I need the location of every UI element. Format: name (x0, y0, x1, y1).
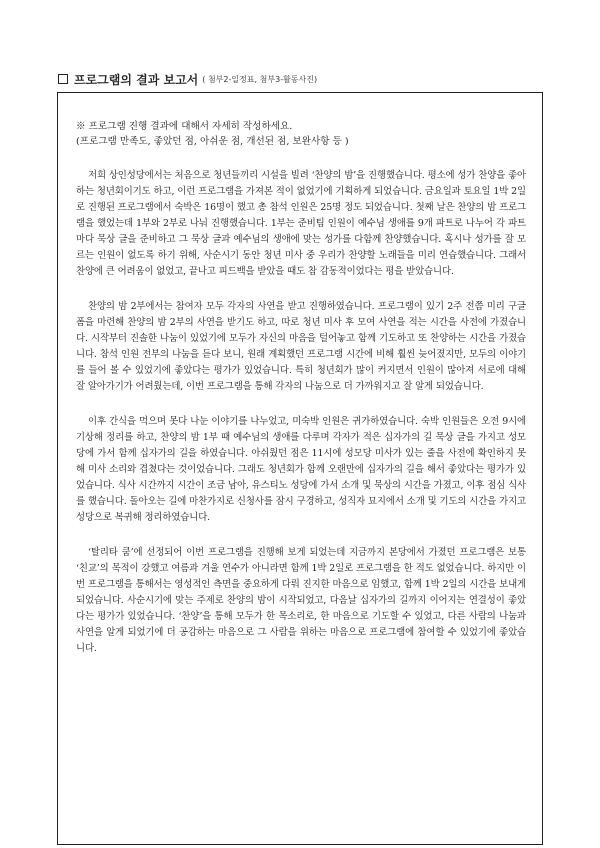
section-header (58, 70, 538, 88)
spacer (76, 280, 526, 299)
instruction-detail: (프로그램 만족도, 좋았던 점, 아쉬운 점, 개선된 점, 보완사항 등 ) (76, 136, 349, 147)
body-paragraph-1: 저희 상인성당에서는 처음으로 청년들끼리 시설을 빌려 ‘찬양의 밤’을 진행했습니다. 평소에 성가 찬양을 좋아하는 청년회이기도 하고, 이런 프로그램을 가져본 적이 없었기에 기획하게 되었습니다. 금요일과 토요일 1박 2일로 진행된 프로그램에서 숙박은 16명이 했고 총 참석 인원은 25명 정도 되었습니다. 첫째 날은 찬양의 밤 프로그램을 했었는데 1부와 2부로 나눠 진행했습니다. 1부는 준비팀 인원이 예수님 생애를 9개 파트로 나누어 각 파트마다 묵상 글을 준비하고 그 묵상 글과 예수님의 생애에 맞는 성가를 다함께 찬양했습니다. 혹시나 성가를 잘 모르는 인원이 없도록 하기 위해, 사순시기 동안 청년 미사 중 우리가 찬양할 노래들을 미리 연습했습니다. 그래서 찬양에 큰 어려움이 없었고, 끝나고 피드백을 받았을 때도 참 감동적이었다는 평을 받았습니다. (76, 170, 526, 277)
checkbox-icon (58, 74, 68, 84)
spacer (76, 395, 526, 414)
body-paragraph-2: 찬양의 밤 2부에서는 참여자 모두 각자의 사연을 받고 진행하였습니다. 프로그램이 있기 2주 전쯤 미리 구글 폼을 마련해 찬양의 밤 2부의 사연을 받기도 하고, 따로 청년 미사 후 모여 사연을 적는 시간을 사전에 가졌습니다. 시작부터 진솔한 나눔이 있었기에 모두가 자신의 마음을 털어놓고 함께 기도하고 또 찬양하는 시간을 가졌습니다. 참석 인원 전부의 나눔을 듣다 보니, 원래 계획했던 프로그램 시간에 비해 훨씬 늦어졌지만, 모두의 이야기를 들어 볼 수 있었기에 좋았다는 평가가 있었습니다. 특히 청년회가 많이 커지면서 인원이 많아져 서로에 대해 잘 알아가기가 어려웠는데, 이번 프로그램을 통해 각자의 나눔으로 더 가까워지고 잘 알게 되었습니다. (76, 301, 526, 392)
body-paragraph-3: 이후 간식을 먹으며 못다 나눈 이야기를 나누었고, 미숙박 인원은 귀가하였습니다. 숙박 인원들은 오전 9시에 기상해 정리를 하고, 찬양의 밤 1부 때 예수님의 생애를 다루며 각자가 적은 십자가의 길 묵상 글을 가지고 성모당에 가서 함께 십자가의 길을 하였습니다. 아쉬웠던 점은 11시에 성모당 미사가 있는 줄을 사전에 확인하지 못해 미사 소리와 겹쳤다는 것이었습니다. 그래도 청년회가 함께 오랜만에 십자가의 길을 해서 좋았다는 평가가 있었습니다. 식사 시간까지 시간이 조금 남아, 유스티노 성당에 가서 소개 및 묵상의 시간을 가졌고, 이후 점심 식사를 했습니다. 돌아오는 길에 마찬가지로 신청사를 잠시 구경하고, 성직자 묘지에서 소개 및 기도의 시간을 가지고 성당으로 복귀해 정리하였습니다. (76, 416, 526, 523)
spacer (76, 149, 526, 168)
body-paragraph-4: ‘탈리타 쿰’에 선정되어 이번 프로그램을 진행해 보게 되었는데 지금까지 본당에서 가졌던 프로그램은 보통 ‘친교’의 목적이 강했고 여름과 겨울 연수가 아니라면 함께 1박 2일로 프로그램을 한 적도 없었습니다. 하지만 이번 프로그램을 통해서는 영성적인 측면을 중요하게 다뤄 진지한 마음으로 임했고, 함께 1박 2일의 시간을 보내게 되었습니다. 사순시기에 맞는 주제로 찬양의 밤이 시작되었고, 다음날 십자가의 길까지 이어지는 연결성이 좋았다는 평가가 있었습니다. ‘찬양’을 통해 모두가 한 목소리로, 한 마음으로 기도할 수 있었고, 다른 사람의 나눔과 사연을 알게 되었기에 더 공감하는 마음으로 그 사람을 위하는 마음으로 프로그램에 참여할 수 있었기에 좋았습니다. (76, 547, 526, 654)
instruction-line: ※ 프로그램 진행 결과에 대해서 자세히 작성하세요. (76, 121, 293, 132)
section-subtitle: ( 첨부2-일정표, 첨부3-활동사진) (202, 74, 318, 84)
spacer (76, 526, 526, 545)
report-box (57, 92, 543, 845)
section-title: 프로그램의 결과 보고서 (74, 72, 199, 87)
